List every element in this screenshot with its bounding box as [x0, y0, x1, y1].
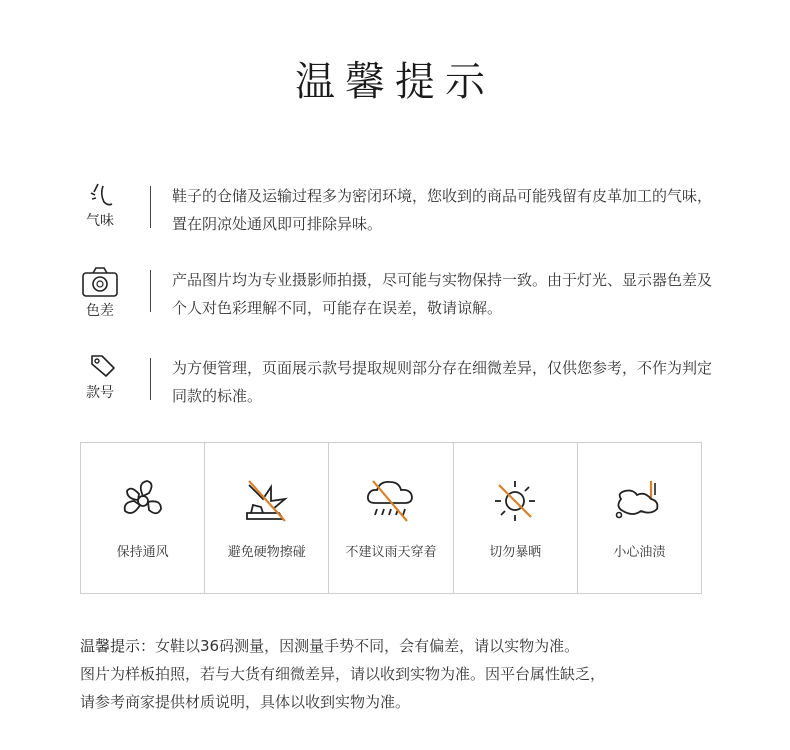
tip-smell [72, 182, 722, 252]
divider [150, 186, 151, 228]
fan-icon [119, 477, 167, 525]
camera-icon [80, 266, 120, 298]
tip-label: 色差 [86, 303, 114, 319]
notice-lead: 温馨提示： [80, 637, 156, 655]
care-item-no-scratch [205, 443, 329, 593]
no-sun-icon [491, 477, 539, 525]
tip-model [72, 354, 722, 424]
care-label: 保持通风 [116, 545, 169, 560]
smell-icon [80, 182, 120, 208]
care-label: 切勿暴晒 [489, 545, 542, 560]
care-label: 避免硬物擦碰 [227, 545, 306, 560]
tip-label: 气味 [86, 213, 114, 229]
no-rain-icon [363, 477, 419, 525]
care-item-ventilate [81, 443, 205, 593]
notice-text: 女鞋以36码测量，因测量手势不同，会有偏差，请以实物为准。 [155, 637, 580, 655]
tip-label: 款号 [86, 385, 114, 401]
page-title: 温馨提示 [295, 59, 495, 105]
notice-line-2: 图片为样板拍照，若与大货有细微差异，请以收到实物为准。因平台属性缺乏， [80, 665, 606, 683]
notice-line-3: 请参考商家提供材质说明，具体以收到实物为准。 [80, 693, 411, 711]
notice [80, 632, 720, 716]
tip-text: 为方便管理，页面展示款号提取规则部分存在细微差异，仅供您参考，不作为判定同款的标准。 [172, 359, 713, 405]
care-item-no-rain [329, 443, 453, 593]
care-grid [80, 442, 702, 594]
divider [150, 270, 151, 312]
tag-icon [80, 354, 120, 380]
tip-text: 鞋子的仓储及运输过程多为密闭环境，您收到的商品可能残留有皮革加工的气味，置在阴凉处通风即可排除异味。 [172, 187, 713, 233]
notice-line-1 [80, 632, 720, 660]
tip-text: 产品图片均为专业摄影师拍摄，尽可能与实物保持一致。由于灯光、显示器色差及个人对色彩理解不同，可能存在误差，敬请谅解。 [172, 271, 713, 317]
care-item-no-sun [454, 443, 578, 593]
oil-stain-icon [611, 477, 667, 525]
care-item-oil [578, 443, 701, 593]
tip-color [72, 266, 722, 336]
divider [150, 358, 151, 400]
no-hard-object-icon [241, 477, 293, 525]
care-label: 不建议雨天穿着 [345, 545, 437, 560]
care-label: 小心油渍 [613, 545, 666, 560]
